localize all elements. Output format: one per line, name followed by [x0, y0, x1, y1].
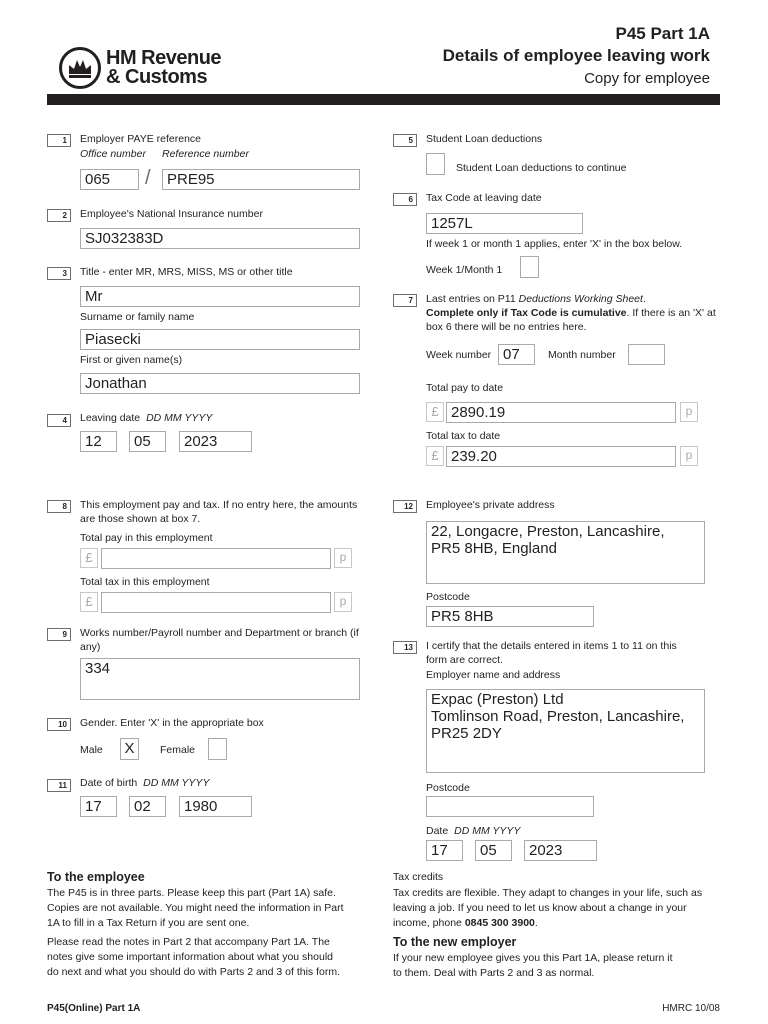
surname-label: Surname or family name: [80, 311, 195, 323]
dob-day-field[interactable]: 17: [80, 796, 117, 817]
pound-sign: £: [80, 548, 98, 568]
pound-sign: £: [426, 446, 444, 466]
tax-code-field[interactable]: 1257L: [426, 213, 583, 234]
box-number: 4: [47, 414, 71, 427]
title-field[interactable]: Mr: [80, 286, 360, 307]
student-loan-continue-label: Student Loan deductions to continue: [456, 162, 627, 174]
week1-note: If week 1 or month 1 applies, enter 'X' in the box below.: [426, 238, 683, 250]
pence-sign: p: [680, 402, 698, 422]
tax-credits-text: [393, 886, 718, 931]
box-number: 9: [47, 628, 71, 641]
total-tax-to-date-label: Total tax to date: [426, 430, 501, 442]
to-employee-heading: To the employee: [47, 870, 145, 884]
box-number: 11: [47, 779, 71, 792]
private-postcode-label: Postcode: [426, 591, 470, 603]
reference-number-field[interactable]: PRE95: [162, 169, 360, 190]
logo-line2: & Customs: [106, 66, 208, 88]
total-tax-employment-field[interactable]: [101, 592, 331, 613]
last-entries-label: [426, 292, 716, 334]
pound-sign: £: [80, 592, 98, 612]
certify-date-label: [426, 824, 520, 838]
box-number: 3: [47, 267, 71, 280]
month-number-field[interactable]: [628, 344, 665, 365]
reference-number-label: Reference number: [162, 148, 249, 160]
last-entries-end: .: [642, 293, 646, 305]
female-label: Female: [160, 744, 196, 756]
private-address-label: Employee's private address: [426, 499, 555, 511]
crown-icon: [58, 46, 102, 90]
week-number-field[interactable]: 07: [498, 344, 535, 365]
tax-credits-end: .: [534, 917, 538, 929]
dob-year-field[interactable]: 1980: [179, 796, 252, 817]
to-new-employer-text: If your new employee gives you this Part 1A, please return it to them. Deal with Parts 2 and 3 as normal.: [393, 952, 673, 979]
tax-credits-body: Tax credits are flexible. They adapt to changes in your life, such as leaving a job. If you need to let us know about a change in your income, phone: [393, 887, 703, 929]
certify-date-text: Date: [426, 825, 449, 837]
pound-sign: £: [426, 402, 444, 422]
cumulative-note-rest: . If there is an 'X' at box 6 there will be no entries here.: [426, 307, 716, 333]
male-checkbox[interactable]: X: [120, 738, 139, 760]
box-number: 7: [393, 294, 417, 307]
gender-label: Gender. Enter 'X' in the appropriate box: [80, 717, 264, 729]
private-address-field[interactable]: 22, Longacre, Preston, Lancashire, PR5 8HB, England: [426, 521, 705, 584]
form-code: P45 Part 1A: [615, 24, 710, 43]
total-pay-to-date-label: Total pay to date: [426, 382, 504, 394]
pence-sign: p: [680, 446, 698, 466]
leaving-day-field[interactable]: 12: [80, 431, 117, 452]
footer-right: HMRC 10/08: [662, 1003, 720, 1014]
leaving-year-field[interactable]: 2023: [179, 431, 252, 452]
tax-credits-phone: 0845 300 3900: [464, 917, 535, 929]
week-number-label: Week number: [426, 349, 492, 361]
total-tax-to-date-field[interactable]: 239.20: [446, 446, 676, 467]
pence-sign: p: [334, 592, 352, 612]
footer-left: P45(Online) Part 1A: [47, 1003, 141, 1014]
last-entries-italic: Deductions Working Sheet: [518, 293, 643, 305]
total-pay-to-date-field[interactable]: 2890.19: [446, 402, 676, 423]
first-name-field[interactable]: Jonathan: [80, 373, 360, 394]
title-label: Title - enter MR, MRS, MISS, MS or other title: [80, 266, 293, 278]
paye-separator: /: [145, 167, 151, 189]
works-number-field[interactable]: 334: [80, 658, 360, 700]
ni-number-label: Employee's National Insurance number: [80, 208, 263, 220]
box-number: 2: [47, 209, 71, 222]
office-number-field[interactable]: 065: [80, 169, 139, 190]
tax-credits-heading: Tax credits: [393, 871, 444, 883]
cumulative-note: Complete only if Tax Code is cumulative: [426, 307, 627, 319]
box-number: 13: [393, 641, 417, 654]
total-pay-employment-label: Total pay in this employment: [80, 532, 213, 544]
last-entries-text: Last entries on P11: [426, 293, 519, 305]
private-postcode-field[interactable]: PR5 8HB: [426, 606, 594, 627]
tax-code-label: Tax Code at leaving date: [426, 192, 542, 204]
to-employee-p2: Please read the notes in Part 2 that accompany Part 1A. The notes give some important information about what you should do next and what you should do with Parts 2 and 3 of this form.: [47, 936, 341, 978]
week1-checkbox[interactable]: [520, 256, 539, 278]
box-number: 10: [47, 718, 71, 731]
dob-label: [80, 776, 209, 790]
surname-field[interactable]: Piasecki: [80, 329, 360, 350]
paye-ref-label: Employer PAYE reference: [80, 133, 201, 145]
student-loan-checkbox[interactable]: [426, 153, 445, 175]
leaving-date-text: Leaving date: [80, 412, 141, 424]
week1-label: Week 1/Month 1: [426, 264, 503, 276]
student-loan-label: Student Loan deductions: [426, 133, 543, 145]
first-name-label: First or given name(s): [80, 354, 183, 366]
box-number: 1: [47, 134, 71, 147]
pence-sign: p: [334, 548, 352, 568]
certify-label: I certify that the details entered in items 1 to 11 on this form are correct.: [426, 640, 677, 666]
ni-number-field[interactable]: SJ032383D: [80, 228, 360, 249]
logo-line1: HM Revenue: [106, 47, 222, 69]
to-new-employer-heading: To the new employer: [393, 935, 517, 949]
leaving-date-format: DD MM YYYY: [146, 412, 213, 424]
leaving-date-label: [80, 411, 212, 425]
certify-year-field[interactable]: 2023: [524, 840, 597, 861]
header-rule: [47, 94, 720, 105]
box-number: 6: [393, 193, 417, 206]
male-label: Male: [80, 744, 103, 756]
this-employment-label: This employment pay and tax. If no entry here, the amounts are those shown at box 7.: [80, 499, 358, 525]
form-title: Details of employee leaving work: [442, 46, 710, 65]
total-tax-employment-label: Total tax in this employment: [80, 576, 210, 588]
box-number: 12: [393, 500, 417, 513]
certify-date-format: DD MM YYYY: [454, 825, 521, 837]
copy-label: Copy for employee: [584, 70, 710, 87]
employer-name-label: Employer name and address: [426, 669, 561, 681]
employer-postcode-label: Postcode: [426, 782, 470, 794]
works-number-label: Works number/Payroll number and Department or branch (if any): [80, 627, 359, 653]
box-number: 8: [47, 500, 71, 513]
certify-month-field[interactable]: 05: [475, 840, 512, 861]
total-pay-employment-field[interactable]: [101, 548, 331, 569]
female-checkbox[interactable]: [208, 738, 227, 760]
to-employee-p1: The P45 is in three parts. Please keep this part (Part 1A) safe. Copies are not available. You might need the information in Part 1A to fill in a Tax Return if you are sent one.: [47, 887, 344, 929]
dob-text: Date of birth: [80, 777, 138, 789]
leaving-month-field[interactable]: 05: [129, 431, 166, 452]
dob-format: DD MM YYYY: [143, 777, 210, 789]
dob-month-field[interactable]: 02: [129, 796, 166, 817]
employer-address-field[interactable]: Expac (Preston) Ltd Tomlinson Road, Preston, Lancashire, PR25 2DY: [426, 689, 705, 773]
month-number-label: Month number: [548, 349, 616, 361]
office-number-label: Office number: [80, 148, 146, 160]
box-number: 5: [393, 134, 417, 147]
employer-postcode-field[interactable]: [426, 796, 594, 817]
certify-day-field[interactable]: 17: [426, 840, 463, 861]
hmrc-logo: [58, 46, 238, 90]
